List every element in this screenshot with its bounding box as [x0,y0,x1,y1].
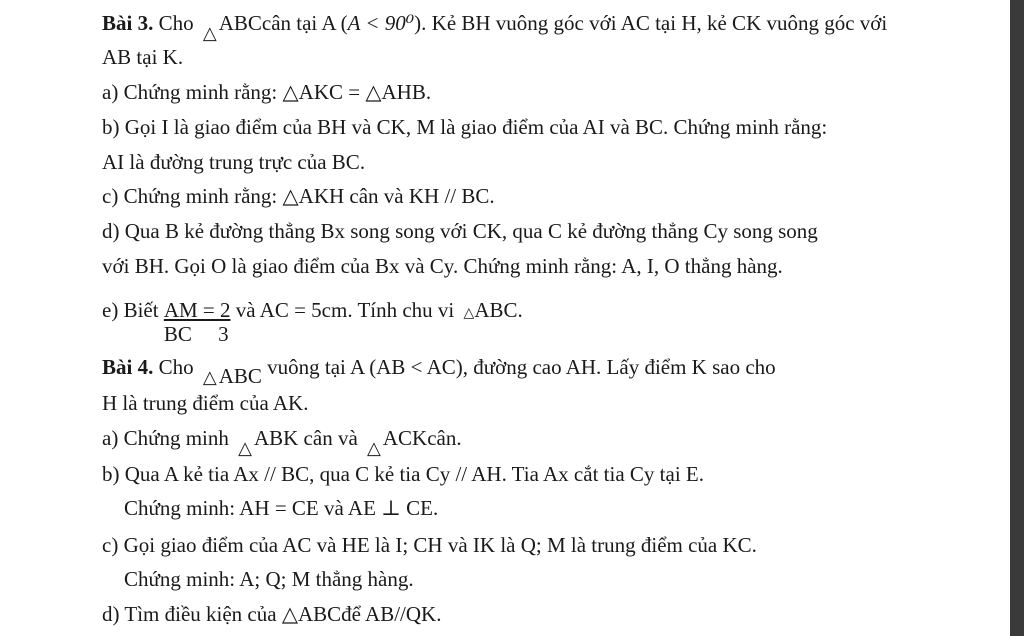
bai3-part-e-label: e) Biết [102,298,159,322]
bai3-intro-abc: ABCcân tại A ( [218,11,348,35]
bai4-intro-line2: H là trung điểm của AK. [102,391,309,415]
bai4-part-a-ack: ACKcân. [382,426,462,450]
fraction-denominator: BC 3 [163,322,229,346]
bai4-title: Bài 4. [102,355,154,379]
bai3-intro-cho: Cho [158,11,194,35]
triangle-symbol: △ [202,367,217,387]
bai3-part-b-line2: AI là đường trung trực của BC. [102,150,366,174]
bai4-part-b-line1: b) Qua A kẻ tia Ax // BC, qua C kẻ tia Cy // AH. Tia Ax cắt tia Cy tại E. [102,462,704,486]
bai4-part-a-abk: ABK cân và [253,426,358,450]
bai4-part-d: d) Tìm điều kiện của △ABCđể AB//QK. [102,602,442,626]
bai3-intro-line2: AB tại K. [102,45,184,69]
bai4-part-a-label: a) Chứng minh [102,426,229,450]
bai4-intro-abc: ABC [218,364,262,388]
bai3-part-e-abc: ABC. [474,298,523,322]
triangle-symbol: △ [238,438,252,458]
bai3-title: Bài 3. [102,11,154,35]
bai3-angle-condition: A < 90⁰ [347,11,415,35]
fraction-am-bc [163,297,231,346]
bai3-intro-line [102,10,888,43]
bai3-part-c: c) Chứng minh rằng: △AKH cân và KH // BC. [102,184,495,208]
bai3-part-b-line1: b) Gọi I là giao điểm của BH và CK, M là giao điểm của AI và BC. Chứng minh rằng: [102,115,828,139]
bai3-part-e [102,297,523,346]
right-edge-border [1010,0,1024,636]
triangle-symbol: △ [367,438,381,458]
triangle-symbol: △ [463,306,475,321]
fraction-numerator: AM = 2 [163,298,231,322]
bai4-intro-line [102,354,776,388]
bai3-intro-rest: ). Kẻ BH vuông góc với AC tại H, kẻ CK vuông góc với [414,11,888,35]
bai3-part-e-text: và AC = 5cm. Tính chu vi [235,298,455,322]
bai4-part-a [102,425,462,458]
bai3-part-d-line1: d) Qua B kẻ đường thẳng Bx song song với CK, qua C kẻ đường thẳng Cy song song [102,219,818,243]
bai3-part-d-line2: với BH. Gọi O là giao điểm của Bx và Cy. Chứng minh rằng: A, I, O thẳng hàng. [102,254,783,278]
triangle-symbol: △ [202,23,217,43]
bai4-intro-rest: vuông tại A (AB < AC), đường cao AH. Lấy điểm K sao cho [267,355,776,379]
bai4-intro-cho: Cho [158,355,194,379]
bai3-part-a: a) Chứng minh rằng: △AKC = △AHB. [102,80,432,104]
bai4-part-b-line2: Chứng minh: AH = CE và AE ⊥ CE. [124,496,439,520]
bai4-part-c-line2: Chứng minh: A; Q; M thẳng hàng. [124,567,414,591]
bai4-part-c-line1: c) Gọi giao điểm của AC và HE là I; CH và IK là Q; M là trung điểm của KC. [102,533,757,557]
